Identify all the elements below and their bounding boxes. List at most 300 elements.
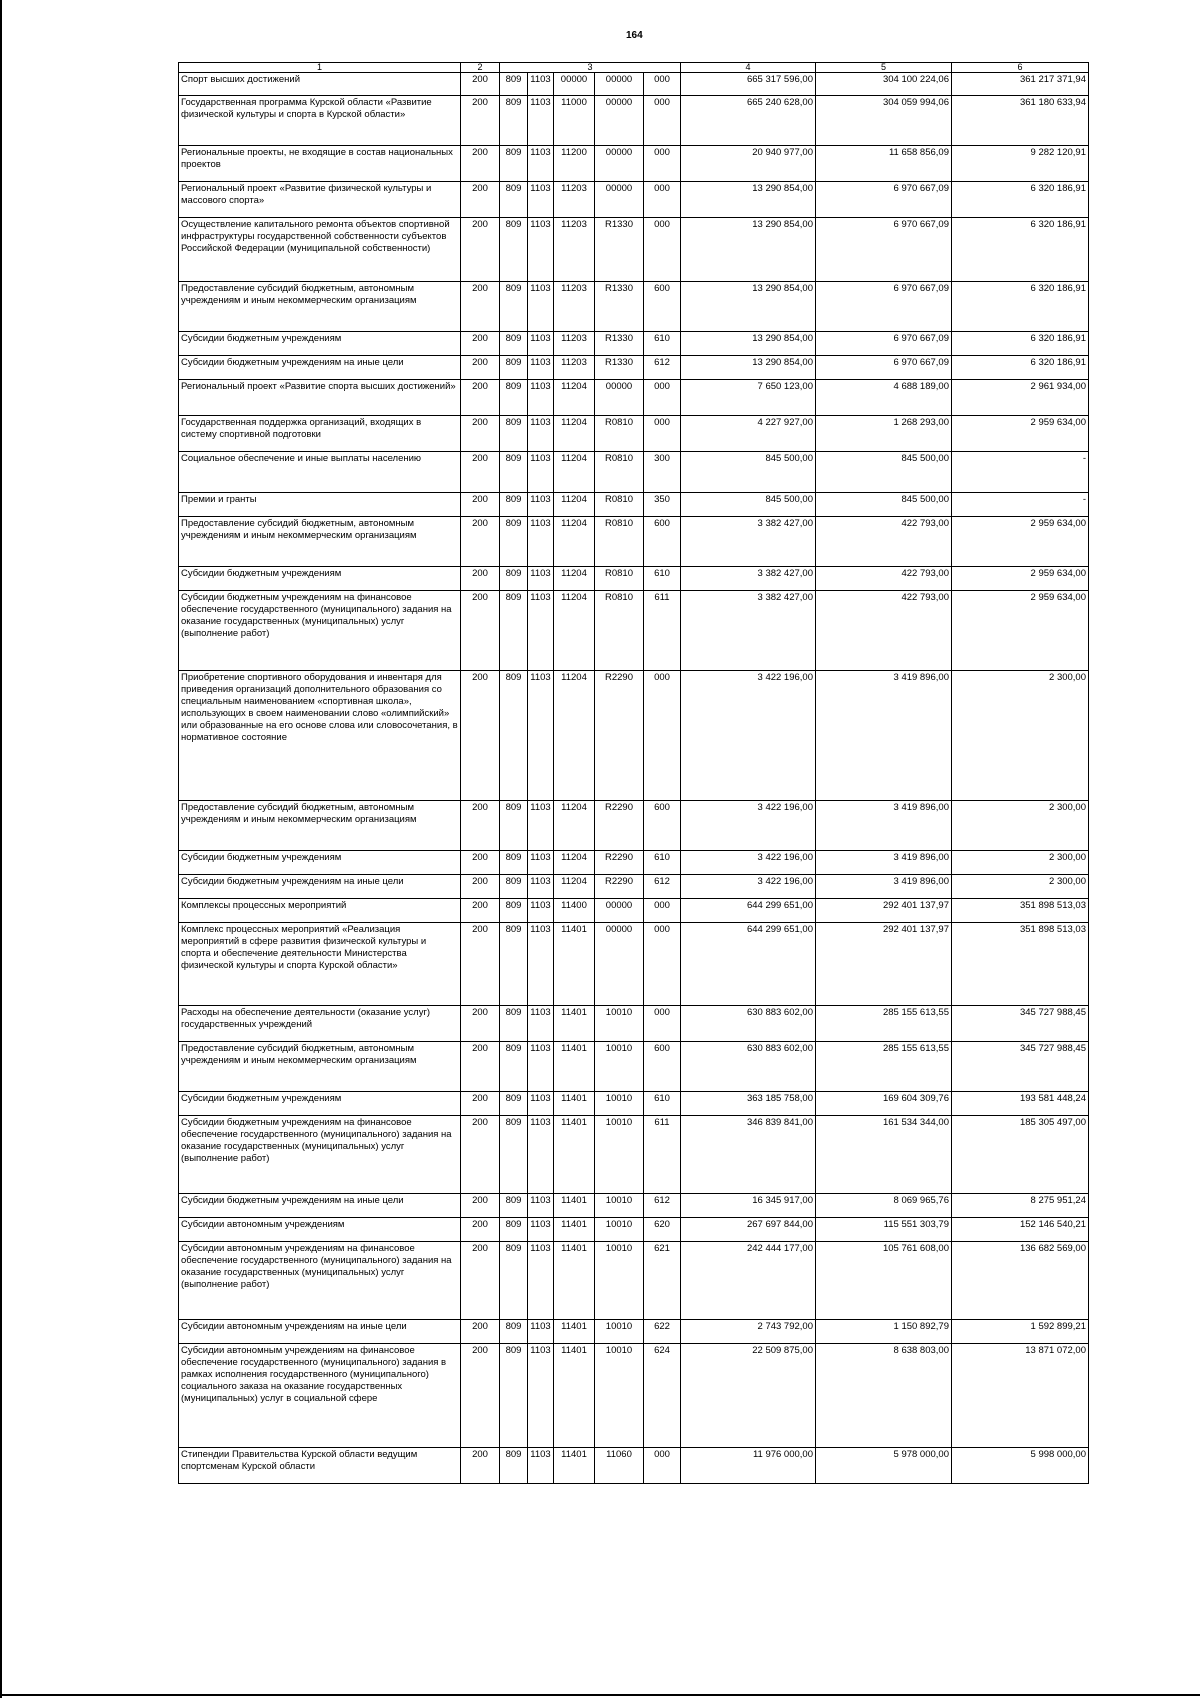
code-expense-type: 612	[644, 1194, 681, 1218]
header-col-4: 4	[681, 63, 816, 73]
code-direction: R0810	[595, 567, 644, 591]
value-remaining: 2 959 634,00	[952, 517, 1089, 567]
value-executed: 3 419 896,00	[816, 801, 952, 851]
code-ministry: 809	[500, 493, 528, 517]
code-direction: 10010	[595, 1344, 644, 1448]
value-executed: 1 268 293,00	[816, 416, 952, 452]
value-plan: 13 290 854,00	[681, 282, 816, 332]
code-section: 1103	[528, 1092, 554, 1116]
code-expense-type: 600	[644, 801, 681, 851]
value-plan: 346 839 841,00	[681, 1116, 816, 1194]
value-executed: 422 793,00	[816, 567, 952, 591]
value-plan: 11 976 000,00	[681, 1448, 816, 1484]
value-executed: 422 793,00	[816, 517, 952, 567]
code-expense-type: 000	[644, 380, 681, 416]
value-plan: 3 422 196,00	[681, 851, 816, 875]
value-remaining: 8 275 951,24	[952, 1194, 1089, 1218]
code-section: 1103	[528, 875, 554, 899]
row-name: Государственная программа Курской области «Развитие физической культуры и спорта в Курской области»	[179, 96, 461, 146]
code-section: 1103	[528, 73, 554, 96]
value-plan: 13 290 854,00	[681, 218, 816, 282]
code-direction: 00000	[595, 96, 644, 146]
value-executed: 6 970 667,09	[816, 332, 952, 356]
code-direction: R0810	[595, 591, 644, 671]
row-name: Субсидии бюджетным учреждениям на финансовое обеспечение государственного (муниципального) задания на оказание государственных (муниципальных) услуг (выполнение работ)	[179, 591, 461, 671]
code-ministry: 809	[500, 73, 528, 96]
row-name: Спорт высших достижений	[179, 73, 461, 96]
value-executed: 115 551 303,79	[816, 1218, 952, 1242]
value-remaining: 2 959 634,00	[952, 567, 1089, 591]
value-remaining: 361 217 371,94	[952, 73, 1089, 96]
code-ministry: 809	[500, 1042, 528, 1092]
code-ministry: 809	[500, 671, 528, 801]
value-remaining: 185 305 497,00	[952, 1116, 1089, 1194]
code-expense-type: 000	[644, 671, 681, 801]
table-row	[179, 899, 1089, 923]
value-remaining: 2 300,00	[952, 801, 1089, 851]
code-section: 1103	[528, 1042, 554, 1092]
scan-left-border	[0, 0, 2, 1698]
value-remaining: 6 320 186,91	[952, 356, 1089, 380]
code-admin: 200	[461, 356, 500, 380]
code-section: 1103	[528, 416, 554, 452]
row-name: Субсидии бюджетным учреждениям	[179, 332, 461, 356]
code-expense-type: 000	[644, 218, 681, 282]
code-admin: 200	[461, 875, 500, 899]
value-remaining: 351 898 513,03	[952, 923, 1089, 1006]
value-plan: 3 422 196,00	[681, 801, 816, 851]
code-direction: 10010	[595, 1042, 644, 1092]
value-remaining: 136 682 569,00	[952, 1242, 1089, 1320]
code-section: 1103	[528, 146, 554, 182]
code-section: 1103	[528, 493, 554, 517]
value-executed: 304 100 224,06	[816, 73, 952, 96]
value-plan: 242 444 177,00	[681, 1242, 816, 1320]
code-ministry: 809	[500, 182, 528, 218]
code-ministry: 809	[500, 801, 528, 851]
code-section: 1103	[528, 1194, 554, 1218]
row-name: Предоставление субсидий бюджетным, автономным учреждениям и иным некоммерческим организациям	[179, 282, 461, 332]
code-expense-type: 000	[644, 73, 681, 96]
code-admin: 200	[461, 1448, 500, 1484]
code-direction: 00000	[595, 380, 644, 416]
code-section: 1103	[528, 1344, 554, 1448]
value-plan: 20 940 977,00	[681, 146, 816, 182]
code-expense-type: 610	[644, 332, 681, 356]
value-plan: 16 345 917,00	[681, 1194, 816, 1218]
table-row	[179, 493, 1089, 517]
code-ministry: 809	[500, 218, 528, 282]
code-expense-type: 612	[644, 875, 681, 899]
code-admin: 200	[461, 182, 500, 218]
code-direction: 00000	[595, 899, 644, 923]
value-executed: 4 688 189,00	[816, 380, 952, 416]
code-section: 1103	[528, 1242, 554, 1320]
table-row	[179, 1006, 1089, 1042]
value-executed: 285 155 613,55	[816, 1042, 952, 1092]
code-program: 11401	[554, 1344, 595, 1448]
row-name: Предоставление субсидий бюджетным, автономным учреждениям и иным некоммерческим организациям	[179, 517, 461, 567]
code-expense-type: 000	[644, 146, 681, 182]
code-direction: 00000	[595, 73, 644, 96]
table-row	[179, 416, 1089, 452]
value-executed: 6 970 667,09	[816, 218, 952, 282]
code-expense-type: 000	[644, 899, 681, 923]
row-name: Субсидии автономным учреждениям на финансовое обеспечение государственного (муниципального) задания на оказание государственных (муниципальных) услуг (выполнение работ)	[179, 1242, 461, 1320]
row-name: Осуществление капитального ремонта объектов спортивной инфраструктуры государственной собственности субъектов Российской Федерации (муниципальной собственности)	[179, 218, 461, 282]
code-admin: 200	[461, 73, 500, 96]
value-remaining: 351 898 513,03	[952, 899, 1089, 923]
value-plan: 13 290 854,00	[681, 182, 816, 218]
header-col-5: 5	[816, 63, 952, 73]
value-executed: 11 658 856,09	[816, 146, 952, 182]
row-name: Субсидии бюджетным учреждениям на иные цели	[179, 875, 461, 899]
code-program: 11204	[554, 493, 595, 517]
code-section: 1103	[528, 851, 554, 875]
code-admin: 200	[461, 96, 500, 146]
value-plan: 630 883 602,00	[681, 1042, 816, 1092]
code-expense-type: 610	[644, 1092, 681, 1116]
code-section: 1103	[528, 282, 554, 332]
value-remaining: 345 727 988,45	[952, 1042, 1089, 1092]
value-plan: 644 299 651,00	[681, 899, 816, 923]
table-row	[179, 1448, 1089, 1484]
table-row	[179, 182, 1089, 218]
value-plan: 363 185 758,00	[681, 1092, 816, 1116]
code-section: 1103	[528, 1448, 554, 1484]
code-ministry: 809	[500, 875, 528, 899]
code-direction: R0810	[595, 517, 644, 567]
code-direction: R2290	[595, 671, 644, 801]
table-row	[179, 1242, 1089, 1320]
value-plan: 665 240 628,00	[681, 96, 816, 146]
table-row	[179, 1194, 1089, 1218]
code-ministry: 809	[500, 282, 528, 332]
table-header-row	[179, 63, 1089, 73]
row-name: Региональный проект «Развитие физической культуры и массового спорта»	[179, 182, 461, 218]
code-expense-type: 000	[644, 1448, 681, 1484]
code-program: 11204	[554, 875, 595, 899]
code-expense-type: 620	[644, 1218, 681, 1242]
code-program: 11204	[554, 671, 595, 801]
header-col-2: 2	[461, 63, 500, 73]
value-plan: 3 422 196,00	[681, 875, 816, 899]
code-program: 11401	[554, 1116, 595, 1194]
code-ministry: 809	[500, 923, 528, 1006]
code-admin: 200	[461, 493, 500, 517]
code-program: 11204	[554, 380, 595, 416]
code-expense-type: 000	[644, 1006, 681, 1042]
code-program: 11204	[554, 851, 595, 875]
code-direction: 10010	[595, 1242, 644, 1320]
code-program: 11204	[554, 591, 595, 671]
code-admin: 200	[461, 517, 500, 567]
code-expense-type: 612	[644, 356, 681, 380]
code-section: 1103	[528, 1006, 554, 1042]
table-row	[179, 851, 1089, 875]
scan-bottom-border	[0, 1694, 1200, 1696]
code-direction: 10010	[595, 1092, 644, 1116]
code-admin: 200	[461, 1006, 500, 1042]
code-admin: 200	[461, 671, 500, 801]
code-expense-type: 600	[644, 1042, 681, 1092]
code-ministry: 809	[500, 356, 528, 380]
value-remaining: 2 300,00	[952, 671, 1089, 801]
value-executed: 422 793,00	[816, 591, 952, 671]
code-expense-type: 600	[644, 282, 681, 332]
value-executed: 845 500,00	[816, 493, 952, 517]
value-executed: 3 419 896,00	[816, 851, 952, 875]
code-expense-type: 610	[644, 851, 681, 875]
code-section: 1103	[528, 182, 554, 218]
value-plan: 13 290 854,00	[681, 332, 816, 356]
code-section: 1103	[528, 591, 554, 671]
code-section: 1103	[528, 801, 554, 851]
code-ministry: 809	[500, 1092, 528, 1116]
table-row	[179, 73, 1089, 96]
code-program: 11401	[554, 1242, 595, 1320]
table-row	[179, 801, 1089, 851]
value-plan: 630 883 602,00	[681, 1006, 816, 1042]
budget-table	[178, 62, 1089, 1484]
code-ministry: 809	[500, 146, 528, 182]
value-executed: 292 401 137,97	[816, 899, 952, 923]
code-program: 11203	[554, 356, 595, 380]
code-ministry: 809	[500, 1320, 528, 1344]
value-remaining: 6 320 186,91	[952, 182, 1089, 218]
code-program: 11401	[554, 1092, 595, 1116]
code-ministry: 809	[500, 1218, 528, 1242]
code-admin: 200	[461, 1116, 500, 1194]
table-row	[179, 1344, 1089, 1448]
value-plan: 7 650 123,00	[681, 380, 816, 416]
code-expense-type: 611	[644, 1116, 681, 1194]
table-row	[179, 218, 1089, 282]
code-program: 11203	[554, 332, 595, 356]
code-admin: 200	[461, 1218, 500, 1242]
value-plan: 3 382 427,00	[681, 591, 816, 671]
row-name: Стипендии Правительства Курской области ведущим спортсменам Курской области	[179, 1448, 461, 1484]
code-expense-type: 000	[644, 416, 681, 452]
code-program: 11204	[554, 801, 595, 851]
code-admin: 200	[461, 1194, 500, 1218]
row-name: Расходы на обеспечение деятельности (оказание услуг) государственных учреждений	[179, 1006, 461, 1042]
code-admin: 200	[461, 1242, 500, 1320]
value-executed: 845 500,00	[816, 452, 952, 493]
row-name: Государственная поддержка организаций, входящих в систему спортивной подготовки	[179, 416, 461, 452]
code-ministry: 809	[500, 899, 528, 923]
value-executed: 8 638 803,00	[816, 1344, 952, 1448]
row-name: Субсидии бюджетным учреждениям	[179, 1092, 461, 1116]
code-ministry: 809	[500, 517, 528, 567]
value-remaining: 6 320 186,91	[952, 218, 1089, 282]
value-executed: 5 978 000,00	[816, 1448, 952, 1484]
value-remaining: -	[952, 452, 1089, 493]
row-name: Региональные проекты, не входящие в состав национальных проектов	[179, 146, 461, 182]
value-plan: 2 743 792,00	[681, 1320, 816, 1344]
code-section: 1103	[528, 1116, 554, 1194]
code-section: 1103	[528, 218, 554, 282]
code-direction: 00000	[595, 182, 644, 218]
code-admin: 200	[461, 851, 500, 875]
code-ministry: 809	[500, 851, 528, 875]
code-direction: R1330	[595, 332, 644, 356]
code-direction: 10010	[595, 1194, 644, 1218]
code-direction: 10010	[595, 1116, 644, 1194]
table-row	[179, 1042, 1089, 1092]
code-expense-type: 610	[644, 567, 681, 591]
row-name: Региональный проект «Развитие спорта высших достижений»	[179, 380, 461, 416]
code-direction: R1330	[595, 282, 644, 332]
code-direction: 11060	[595, 1448, 644, 1484]
code-expense-type: 624	[644, 1344, 681, 1448]
code-ministry: 809	[500, 1116, 528, 1194]
value-executed: 1 150 892,79	[816, 1320, 952, 1344]
table-row	[179, 1092, 1089, 1116]
value-plan: 644 299 651,00	[681, 923, 816, 1006]
header-col-1: 1	[179, 63, 461, 73]
row-name: Субсидии автономным учреждениям на иные цели	[179, 1320, 461, 1344]
value-executed: 6 970 667,09	[816, 356, 952, 380]
code-expense-type: 350	[644, 493, 681, 517]
code-ministry: 809	[500, 332, 528, 356]
code-section: 1103	[528, 899, 554, 923]
code-program: 11401	[554, 923, 595, 1006]
code-section: 1103	[528, 356, 554, 380]
code-section: 1103	[528, 332, 554, 356]
code-direction: 10010	[595, 1320, 644, 1344]
code-direction: R1330	[595, 218, 644, 282]
code-direction: R0810	[595, 416, 644, 452]
value-plan: 22 509 875,00	[681, 1344, 816, 1448]
code-ministry: 809	[500, 380, 528, 416]
table-row	[179, 671, 1089, 801]
value-plan: 13 290 854,00	[681, 356, 816, 380]
code-program: 11200	[554, 146, 595, 182]
code-ministry: 809	[500, 1448, 528, 1484]
code-expense-type: 000	[644, 923, 681, 1006]
value-remaining: 193 581 448,24	[952, 1092, 1089, 1116]
code-direction: R2290	[595, 851, 644, 875]
code-section: 1103	[528, 923, 554, 1006]
table-row	[179, 1320, 1089, 1344]
code-admin: 200	[461, 1320, 500, 1344]
value-executed: 105 761 608,00	[816, 1242, 952, 1320]
table-row	[179, 923, 1089, 1006]
code-program: 11400	[554, 899, 595, 923]
value-plan: 845 500,00	[681, 452, 816, 493]
value-plan: 4 227 927,00	[681, 416, 816, 452]
code-program: 11203	[554, 182, 595, 218]
code-program: 11401	[554, 1218, 595, 1242]
code-admin: 200	[461, 282, 500, 332]
row-name: Субсидии бюджетным учреждениям на иные цели	[179, 1194, 461, 1218]
table-row	[179, 1218, 1089, 1242]
code-ministry: 809	[500, 416, 528, 452]
value-remaining: 345 727 988,45	[952, 1006, 1089, 1042]
table-row	[179, 146, 1089, 182]
code-ministry: 809	[500, 591, 528, 671]
code-admin: 200	[461, 380, 500, 416]
value-remaining: 1 592 899,21	[952, 1320, 1089, 1344]
code-direction: 10010	[595, 1218, 644, 1242]
value-executed: 3 419 896,00	[816, 875, 952, 899]
code-program: 00000	[554, 73, 595, 96]
row-name: Социальное обеспечение и иные выплаты населению	[179, 452, 461, 493]
code-direction: 10010	[595, 1006, 644, 1042]
code-direction: R1330	[595, 356, 644, 380]
code-ministry: 809	[500, 452, 528, 493]
code-admin: 200	[461, 332, 500, 356]
table-row	[179, 517, 1089, 567]
value-executed: 6 970 667,09	[816, 282, 952, 332]
code-program: 11203	[554, 218, 595, 282]
code-program: 11401	[554, 1320, 595, 1344]
table-row	[179, 567, 1089, 591]
value-executed: 8 069 965,76	[816, 1194, 952, 1218]
table-row	[179, 591, 1089, 671]
code-admin: 200	[461, 218, 500, 282]
code-admin: 200	[461, 923, 500, 1006]
value-executed: 3 419 896,00	[816, 671, 952, 801]
code-direction: R2290	[595, 801, 644, 851]
value-plan: 3 382 427,00	[681, 517, 816, 567]
code-section: 1103	[528, 96, 554, 146]
code-section: 1103	[528, 1218, 554, 1242]
code-expense-type: 621	[644, 1242, 681, 1320]
value-remaining: 13 871 072,00	[952, 1344, 1089, 1448]
code-expense-type: 000	[644, 182, 681, 218]
row-name: Комплексы процессных мероприятий	[179, 899, 461, 923]
header-col-3: 3	[500, 63, 681, 73]
page-number: 164	[626, 30, 643, 41]
value-executed: 304 059 994,06	[816, 96, 952, 146]
table-row	[179, 875, 1089, 899]
code-program: 11000	[554, 96, 595, 146]
code-program: 11401	[554, 1448, 595, 1484]
code-program: 11204	[554, 416, 595, 452]
value-remaining: 361 180 633,94	[952, 96, 1089, 146]
value-remaining: 2 300,00	[952, 875, 1089, 899]
table-row	[179, 332, 1089, 356]
code-admin: 200	[461, 1344, 500, 1448]
code-direction: R0810	[595, 493, 644, 517]
code-ministry: 809	[500, 1242, 528, 1320]
code-direction: 00000	[595, 146, 644, 182]
row-name: Премии и гранты	[179, 493, 461, 517]
row-name: Предоставление субсидий бюджетным, автономным учреждениям и иным некоммерческим организациям	[179, 1042, 461, 1092]
code-admin: 200	[461, 1092, 500, 1116]
table-row	[179, 1116, 1089, 1194]
code-program: 11204	[554, 517, 595, 567]
code-ministry: 809	[500, 96, 528, 146]
code-expense-type: 300	[644, 452, 681, 493]
row-name: Субсидии бюджетным учреждениям	[179, 851, 461, 875]
code-program: 11401	[554, 1006, 595, 1042]
value-remaining: 2 959 634,00	[952, 591, 1089, 671]
value-remaining: 6 320 186,91	[952, 332, 1089, 356]
row-name: Субсидии бюджетным учреждениям на финансовое обеспечение государственного (муниципального) задания на оказание государственных (муниципальных) услуг (выполнение работ)	[179, 1116, 461, 1194]
code-admin: 200	[461, 567, 500, 591]
value-remaining: 2 961 934,00	[952, 380, 1089, 416]
value-plan: 845 500,00	[681, 493, 816, 517]
value-executed: 169 604 309,76	[816, 1092, 952, 1116]
code-admin: 200	[461, 1042, 500, 1092]
value-plan: 3 382 427,00	[681, 567, 816, 591]
row-name: Предоставление субсидий бюджетным, автономным учреждениям и иным некоммерческим организациям	[179, 801, 461, 851]
code-direction: R2290	[595, 875, 644, 899]
code-expense-type: 600	[644, 517, 681, 567]
